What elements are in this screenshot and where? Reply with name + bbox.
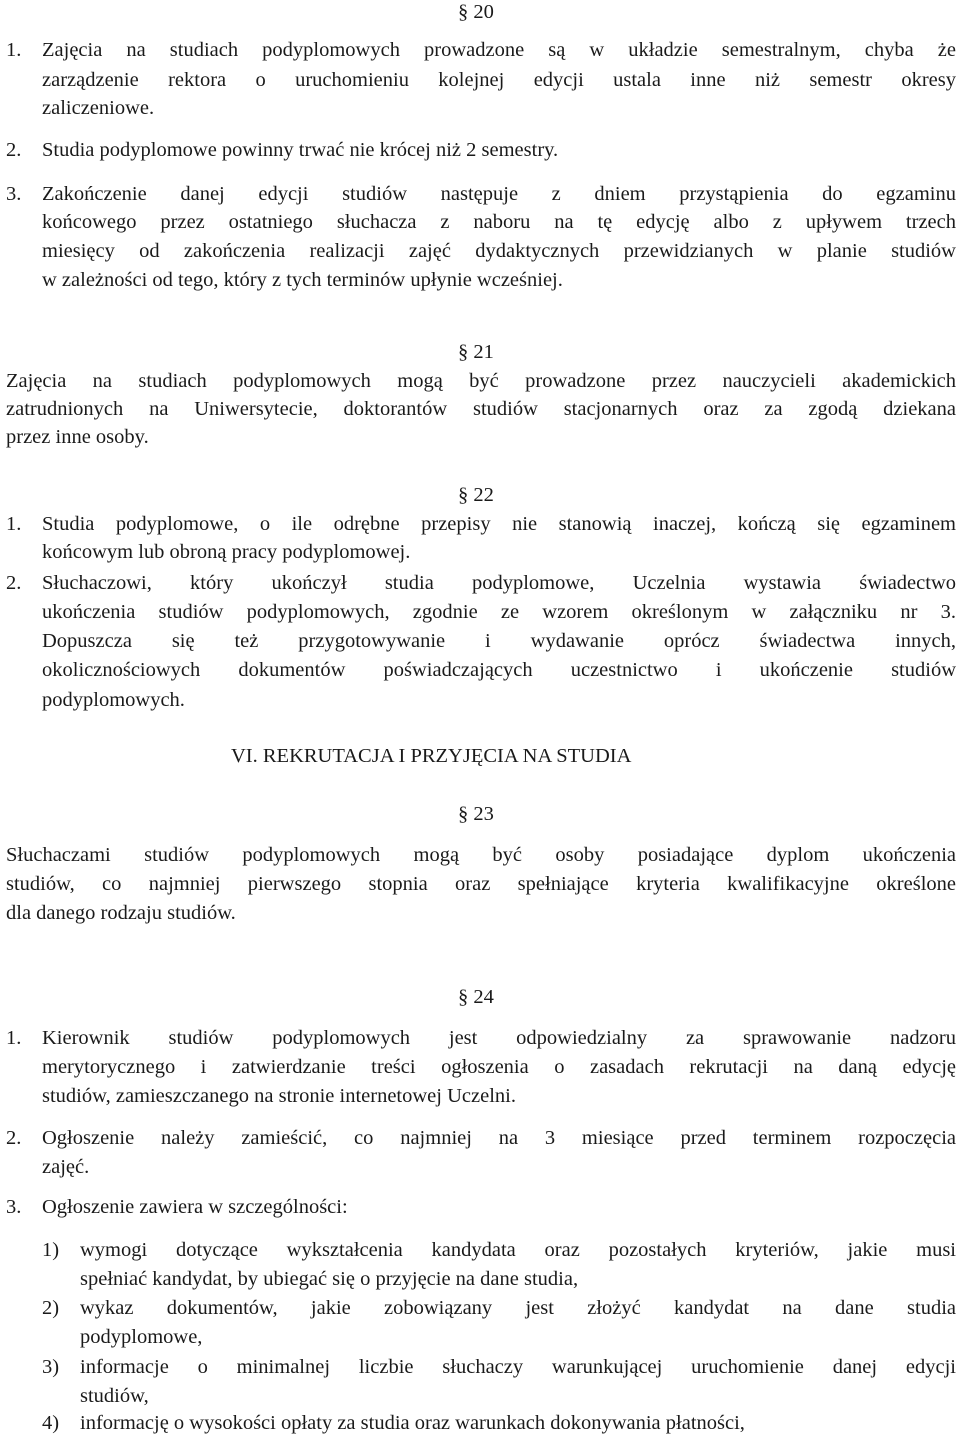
s20-item-2-number: 2. xyxy=(6,139,22,161)
s24-subitem-2-line-1: wykaz dokumentów, jakie zobowiązany jest złożyć kandydat na dane studia xyxy=(80,1297,956,1319)
s24-subitem-1-number: 1) xyxy=(42,1239,60,1261)
s22-item-1-line-1: Studia podyplomowe, o ile odrębne przepisy nie stanowią inaczej, kończą się egzaminem xyxy=(42,513,956,535)
s20-item-3-line-4: w zależności od tego, który z tych terminów upłynie wcześniej. xyxy=(42,269,563,291)
s21-line-2: zatrudnionych na Uniwersytecie, doktorantów studiów stacjonarnych oraz za zgodą dziekana xyxy=(6,398,956,420)
s20-item-1-line-3: zaliczeniowe. xyxy=(42,97,155,119)
s20-item-3-line-1: Zakończenie danej edycji studiów następuje z dniem przystąpienia do egzaminu xyxy=(42,183,956,205)
s20-item-1-line-1: Zajęcia na studiach podyplomowych prowadzone są w układzie semestralnym, chyba że xyxy=(42,39,956,61)
s24-subitem-3-line-1: informacje o minimalnej liczbie słuchaczy warunkującej uruchomienie danej edycji xyxy=(80,1356,956,1378)
s24-item-2-line-1: Ogłoszenie należy zamieścić, co najmniej na 3 miesiące przed terminem rozpoczęcia xyxy=(42,1127,956,1149)
s22-item-2-line-4: okolicznościowych dokumentów poświadczających uczestnictwo i ukończenie studiów xyxy=(42,659,956,681)
section-21-heading: § 21 xyxy=(458,341,494,363)
s22-item-2-number: 2. xyxy=(6,572,22,594)
section-22-heading: § 22 xyxy=(458,484,494,506)
s24-subitem-1-line-1: wymogi dotyczące wykształcenia kandydata oraz pozostałych kryteriów, jakie musi xyxy=(80,1239,956,1261)
s20-item-3-line-2: końcowego przez ostatniego słuchacza z naboru na tę edycję albo z upływem trzech xyxy=(42,211,956,233)
s20-item-1-line-2: zarządzenie rektora o uruchomieniu kolejnej edycji ustala inne niż semestr okresy xyxy=(42,69,956,91)
s23-line-1: Słuchaczami studiów podyplomowych mogą być osoby posiadające dyplom ukończenia xyxy=(6,844,956,866)
s24-item-3-number: 3. xyxy=(6,1196,22,1218)
s20-item-3-line-3: miesięcy od zakończenia realizacji zajęć dydaktycznych przewidzianych w planie studiów xyxy=(42,240,956,262)
s24-item-2-line-2: zajęć. xyxy=(42,1156,90,1178)
s24-item-1-line-1: Kierownik studiów podyplomowych jest odpowiedzialny za sprawowanie nadzoru xyxy=(42,1027,956,1049)
s22-item-2-line-2: ukończenia studiów podyplomowych, zgodnie ze wzorem określonym w załączniku nr 3. xyxy=(42,601,956,623)
s24-item-3-line-1: Ogłoszenie zawiera w szczególności: xyxy=(42,1196,348,1218)
s24-subitem-2-line-2: podyplomowe, xyxy=(80,1326,203,1348)
s24-subitem-3-line-2: studiów, xyxy=(80,1385,149,1407)
s20-item-3-number: 3. xyxy=(6,183,22,205)
s24-subitem-1-line-2: spełniać kandydat, by ubiegać się o przyjęcie na dane studia, xyxy=(80,1268,579,1290)
section-24-heading: § 24 xyxy=(458,986,494,1008)
s24-item-1-line-3: studiów, zamieszczanego na stronie internetowej Uczelni. xyxy=(42,1085,516,1107)
chapter-title: VI. REKRUTACJA I PRZYJĘCIA NA STUDIA xyxy=(231,745,632,767)
s22-item-1-line-2: końcowym lub obroną pracy podyplomowej. xyxy=(42,541,411,563)
s24-item-2-number: 2. xyxy=(6,1127,22,1149)
s24-item-1-line-2: merytorycznego i zatwierdzanie treści ogłoszenia o zasadach rekrutacji na daną edycję xyxy=(42,1056,956,1078)
s24-subitem-2-number: 2) xyxy=(42,1297,60,1319)
section-20-heading: § 20 xyxy=(458,1,494,23)
s24-subitem-3-number: 3) xyxy=(42,1356,60,1378)
s22-item-2-line-1: Słuchaczowi, który ukończył studia podyplomowe, Uczelnia wystawia świadectwo xyxy=(42,572,956,594)
s24-subitem-4-number: 4) xyxy=(42,1412,60,1434)
s21-line-3: przez inne osoby. xyxy=(6,426,149,448)
s20-item-1-number: 1. xyxy=(6,39,22,61)
s22-item-2-line-3: Dopuszcza się też przygotowywanie i wydawanie oprócz świadectwa innych, xyxy=(42,630,956,652)
s22-item-1-number: 1. xyxy=(6,513,22,535)
s20-item-2-line-1: Studia podyplomowe powinny trwać nie krócej niż 2 semestry. xyxy=(42,139,559,161)
section-23-heading: § 23 xyxy=(458,803,494,825)
s21-line-1: Zajęcia na studiach podyplomowych mogą być prowadzone przez nauczycieli akademickich xyxy=(6,370,956,392)
s23-line-3: dla danego rodzaju studiów. xyxy=(6,902,236,924)
s23-line-2: studiów, co najmniej pierwszego stopnia oraz spełniające kryteria kwalifikacyjne określone xyxy=(6,873,956,895)
s22-item-2-line-5: podyplomowych. xyxy=(42,689,185,711)
s24-subitem-4-line-1: informację o wysokości opłaty za studia oraz warunkach dokonywania płatności, xyxy=(80,1412,745,1434)
s24-item-1-number: 1. xyxy=(6,1027,22,1049)
